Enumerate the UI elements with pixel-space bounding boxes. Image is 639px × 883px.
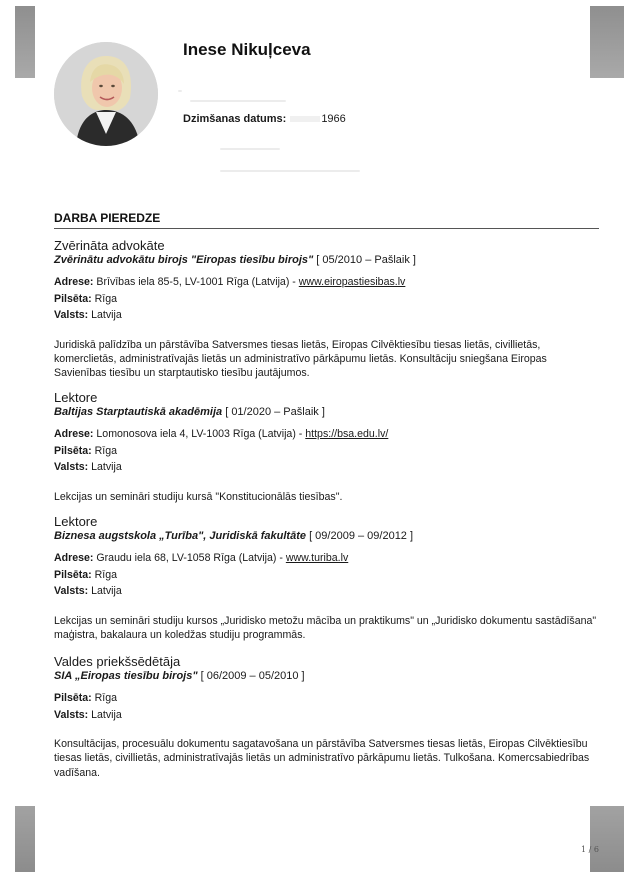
city-label: Pilsēta: bbox=[54, 568, 92, 581]
city-label: Pilsēta: bbox=[54, 692, 92, 704]
person-name: Inese Nikuļceva bbox=[183, 40, 311, 59]
job-website-link[interactable]: https://bsa.edu.lv/ bbox=[305, 428, 389, 440]
job-period: [ 09/2009 – 09/2012 ] bbox=[309, 530, 414, 542]
job-employer: Baltijas Starptautiskā akadēmija bbox=[54, 406, 223, 418]
job-city bbox=[54, 690, 609, 707]
job-country bbox=[54, 307, 609, 324]
job-employer-line bbox=[54, 669, 609, 684]
profile-photo bbox=[54, 42, 158, 146]
job-address bbox=[54, 550, 609, 567]
birth-date-value: 1966 bbox=[321, 113, 346, 125]
job-city bbox=[54, 443, 609, 460]
country-label: Valsts: bbox=[54, 585, 89, 597]
city-value: Rīga bbox=[94, 568, 118, 581]
country-label: Valsts: bbox=[54, 708, 89, 721]
job-employer-line bbox=[54, 253, 609, 268]
job-employer: Biznesa augstskola „Turība", Juridiskā fakultāte bbox=[54, 530, 306, 542]
job-description: Konsultācijas, procesuālu dokumentu sagatavošana un pārstāvība Satversmes tiesas lietās, Eiropas Cilvēktiesību tiesas lietās, civillietās, administratīvajās lietās un administratīvo pārkāpumu lietās. Tulkošana. Komercsabiedrības vadīšana. bbox=[54, 738, 590, 779]
job-city bbox=[54, 567, 609, 584]
address-label: Adrese: bbox=[54, 552, 94, 564]
job-entry bbox=[54, 238, 609, 380]
job-description: Lekcijas un semināri studiju kursos „Juridisko metožu mācība un praktikums" un „Juridisko dokumentu sastādīšana" maģistra, bakalaura un koledžas studiju programmās. bbox=[54, 614, 597, 641]
redacted-text bbox=[220, 148, 280, 150]
address-value: Lomonosova iela 4, LV-1003 Rīga (Latvija) - bbox=[96, 428, 303, 440]
redacted-text bbox=[190, 100, 286, 102]
job-employer-line bbox=[54, 529, 609, 544]
job-country bbox=[54, 459, 609, 476]
job-city bbox=[54, 291, 609, 308]
job-title: Lektore bbox=[54, 390, 98, 405]
job-period: [ 01/2020 – Pašlaik ] bbox=[225, 406, 325, 418]
section-divider bbox=[54, 228, 599, 229]
job-description: Juridiskā palīdzība un pārstāvība Satversmes tiesas lietās, Eiropas Cilvēktiesību tiesas lietās, civillietās, komerclietās, administratīvajās lietās un administratīvo pārkāpumu lietās. Konsultāciju sniegšana Eiropas Savienības tiesību un starptautisko tiesību jautājumos. bbox=[54, 338, 547, 380]
job-country bbox=[54, 583, 609, 600]
city-value: Rīga bbox=[94, 292, 118, 305]
address-label: Adrese: bbox=[54, 276, 94, 288]
redacted-text bbox=[178, 90, 182, 92]
job-entry bbox=[54, 390, 609, 504]
country-label: Valsts: bbox=[54, 461, 89, 473]
job-title: Lektore bbox=[54, 514, 98, 529]
section-title: DARBA PIEREDZE bbox=[54, 211, 161, 225]
country-value: Latvija bbox=[91, 461, 122, 473]
job-entry bbox=[54, 654, 609, 780]
city-value: Rīga bbox=[94, 444, 118, 457]
job-employer: Zvērinātu advokātu birojs "Eiropas tiesību birojs" bbox=[54, 254, 314, 266]
country-value: Latvija bbox=[91, 309, 122, 321]
redacted-text bbox=[290, 116, 320, 122]
country-value: Latvija bbox=[91, 708, 122, 721]
profile-photo-illustration bbox=[54, 42, 158, 146]
country-value: Latvija bbox=[91, 585, 122, 597]
job-employer-line bbox=[54, 405, 609, 420]
page-number: 1 / 6 bbox=[581, 845, 599, 854]
job-country bbox=[54, 707, 609, 724]
address-value: Graudu iela 68, LV-1058 Rīga (Latvija) - bbox=[96, 552, 283, 564]
job-title: Valdes priekšsēdētāja bbox=[54, 654, 181, 669]
job-address bbox=[54, 426, 609, 443]
job-website-link[interactable]: www.turiba.lv bbox=[285, 552, 349, 564]
job-entry bbox=[54, 514, 609, 642]
address-value: Brīvības iela 85-5, LV-1001 Rīga (Latvija) - bbox=[96, 276, 296, 288]
job-title: Zvērināta advokāte bbox=[54, 238, 165, 253]
job-employer: SIA „Eiropas tiesību birojs" bbox=[54, 670, 198, 682]
job-description: Lekcijas un semināri studiju kursā "Konstitucionālās tiesības". bbox=[54, 490, 343, 503]
job-period: [ 06/2009 – 05/2010 ] bbox=[200, 670, 305, 682]
job-period: [ 05/2010 – Pašlaik ] bbox=[316, 254, 416, 266]
birth-date bbox=[183, 113, 346, 125]
footer-band-inner bbox=[35, 806, 590, 872]
city-label: Pilsēta: bbox=[54, 292, 92, 305]
city-label: Pilsēta: bbox=[54, 444, 92, 457]
birth-date-label: Dzimšanas datums: bbox=[183, 113, 287, 125]
city-value: Rīga bbox=[94, 692, 118, 704]
job-address bbox=[54, 274, 609, 291]
redacted-text bbox=[220, 170, 360, 172]
address-label: Adrese: bbox=[54, 428, 94, 440]
country-label: Valsts: bbox=[54, 309, 89, 321]
job-website-link[interactable]: www.eiropastiesibas.lv bbox=[298, 276, 406, 288]
